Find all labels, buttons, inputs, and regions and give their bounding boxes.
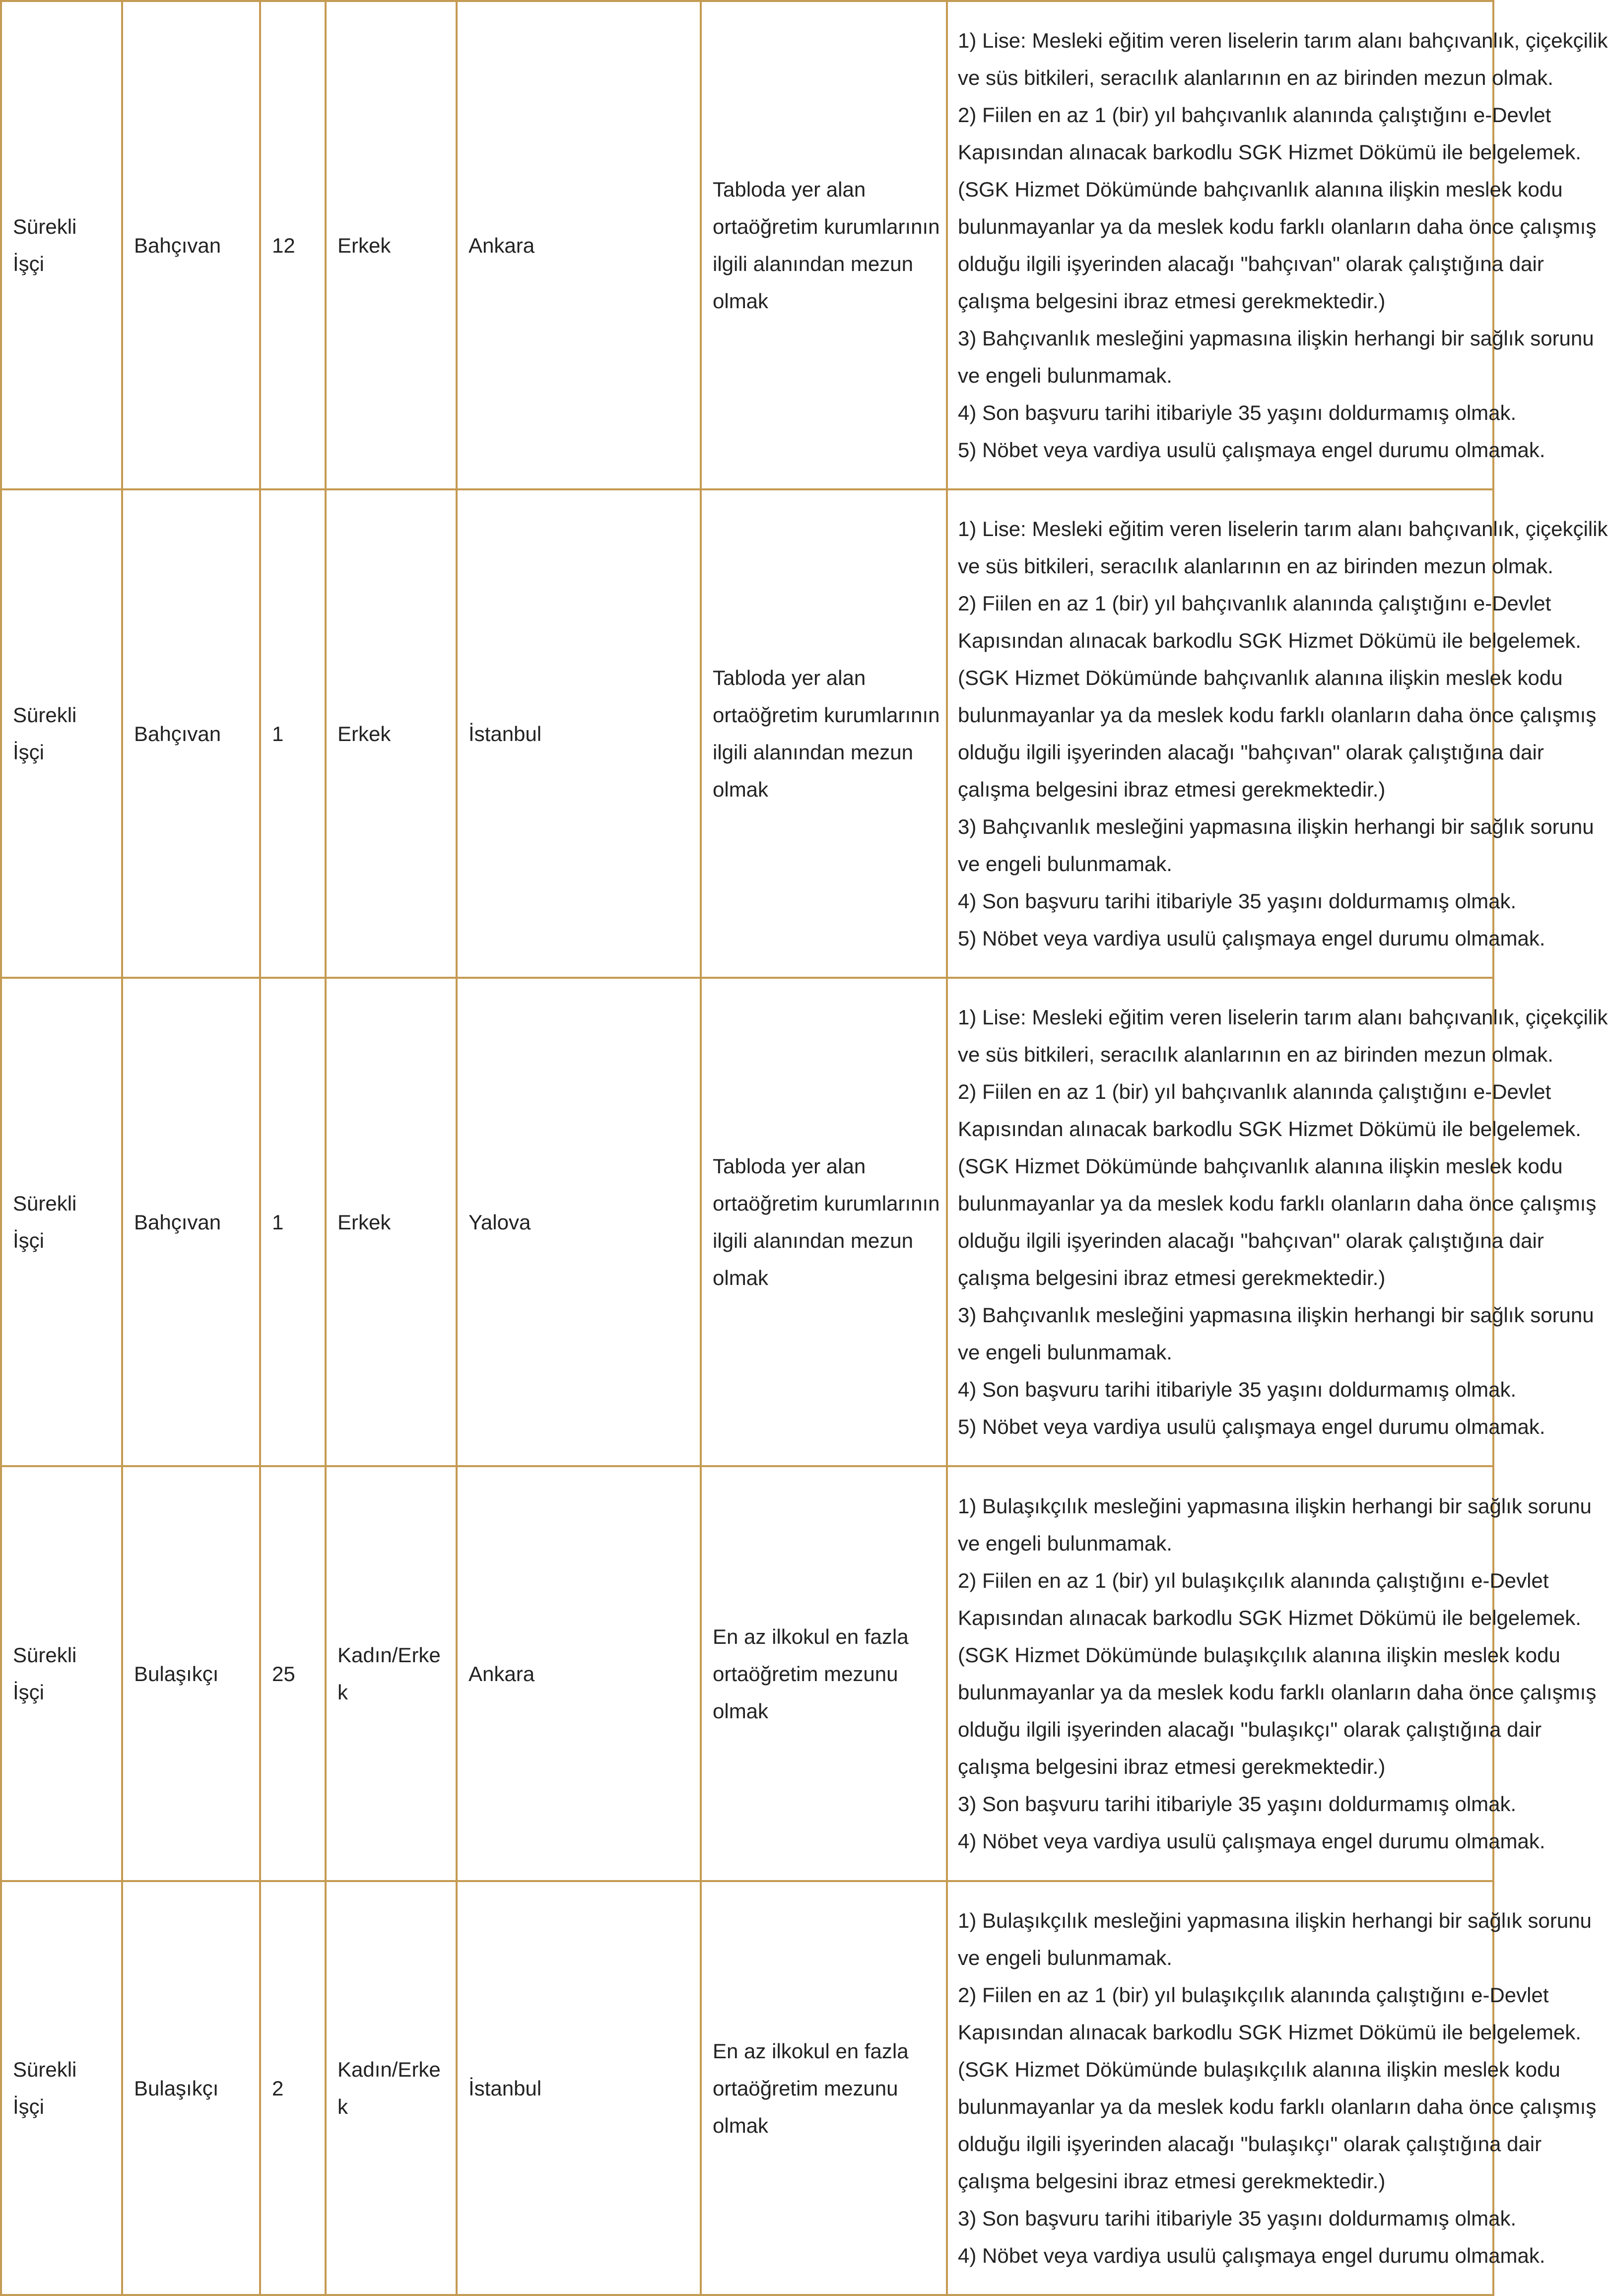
requirement-line: 3) Bahçıvanlık mesleğini yapmasına ilişkin herhangi bir sağlık sorunu <box>958 815 1594 838</box>
cell-requirements <box>947 1881 1597 2295</box>
requirement-line: ve engeli bulunmamak. <box>958 1946 1172 1969</box>
education-line: olmak <box>713 1266 769 1289</box>
cell-staff-type: Sürekli İşçi <box>1 1 122 489</box>
cell-gender: Erkek <box>326 978 457 1466</box>
requirement-line: çalışma belgesini ibraz etmesi gerekmektedir.) <box>958 778 1386 801</box>
requirement-line: (SGK Hizmet Dökümünde bulaşıkçılık alanına ilişkin meslek kodu <box>958 1643 1560 1667</box>
education-line: ortaöğretim kurumlarının <box>713 1192 940 1215</box>
education-line: olmak <box>713 778 769 801</box>
requirement-line: olduğu ilgili işyerinden alacağı "bulaşıkçı" olarak çalıştığına dair <box>958 1718 1542 1741</box>
education-line: ilgili alanından mezun <box>713 1229 913 1252</box>
table-row <box>1 489 1493 978</box>
cell-requirements <box>947 1466 1597 1881</box>
cell-education <box>701 1466 947 1881</box>
table-body <box>1 1 1608 2295</box>
cell-count: 12 <box>260 1 326 489</box>
requirement-line: çalışma belgesini ibraz etmesi gerekmektedir.) <box>958 2169 1386 2193</box>
cell-count: 2 <box>260 1881 326 2295</box>
requirement-line: 4) Son başvuru tarihi itibariyle 35 yaşını doldurmamış olmak. <box>958 1378 1517 1401</box>
education-line: En az ilkokul en fazla <box>713 1624 909 1648</box>
cell-occupation: Bahçıvan <box>122 1 260 489</box>
cell-requirements <box>947 1 1608 489</box>
requirement-line: 2) Fiilen en az 1 (bir) yıl bahçıvanlık alanında çalıştığını e-Devlet <box>958 592 1551 615</box>
requirement-line: ve süs bitkileri, seracılık alanlarının en az birinden mezun olmak. <box>958 554 1553 578</box>
requirement-line: 2) Fiilen en az 1 (bir) yıl bulaşıkçılık alanında çalıştığını e-Devlet <box>958 1983 1549 2007</box>
requirement-line: çalışma belgesini ibraz etmesi gerekmektedir.) <box>958 289 1386 313</box>
table-row <box>1 1 1493 489</box>
cell-education <box>701 978 947 1466</box>
requirement-line: 4) Nöbet veya vardiya usulü çalışmaya engel durumu olmamak. <box>958 1829 1545 1853</box>
education-line: ilgili alanından mezun <box>713 252 913 275</box>
cell-staff-type: Sürekli İşçi <box>1 1881 122 2295</box>
cell-education <box>701 489 947 978</box>
requirement-line: 3) Bahçıvanlık mesleğini yapmasına ilişkin herhangi bir sağlık sorunu <box>958 1303 1594 1327</box>
cell-count: 1 <box>260 489 326 978</box>
requirement-line: 3) Son başvuru tarihi itibariyle 35 yaşını doldurmamış olmak. <box>958 2207 1517 2230</box>
cell-requirements <box>947 489 1608 978</box>
requirement-line: bulunmayanlar ya da meslek kodu farklı olanların daha önce çalışmış <box>958 215 1597 238</box>
cell-count: 25 <box>260 1466 326 1881</box>
cell-province: İstanbul <box>457 1881 701 2295</box>
cell-gender: Erkek <box>326 489 457 978</box>
education-line: ilgili alanından mezun <box>713 741 913 764</box>
requirement-line: (SGK Hizmet Dökümünde bahçıvanlık alanına ilişkin meslek kodu <box>958 178 1563 201</box>
cell-occupation: Bahçıvan <box>122 978 260 1466</box>
requirement-line: (SGK Hizmet Dökümünde bulaşıkçılık alanına ilişkin meslek kodu <box>958 2058 1560 2081</box>
table-row <box>1 978 1493 1466</box>
requirement-line: ve engeli bulunmamak. <box>958 1341 1172 1364</box>
education-line: olmak <box>713 2113 769 2137</box>
requirement-line: ve süs bitkileri, seracılık alanlarının en az birinden mezun olmak. <box>958 66 1553 89</box>
requirement-line: çalışma belgesini ibraz etmesi gerekmektedir.) <box>958 1266 1386 1289</box>
cell-occupation: Bulaşıkçı <box>122 1466 260 1881</box>
requirement-line: çalışma belgesini ibraz etmesi gerekmektedir.) <box>958 1755 1386 1778</box>
requirement-line: ve engeli bulunmamak. <box>958 364 1172 387</box>
requirement-line: 5) Nöbet veya vardiya usulü çalışmaya engel durumu olmamak. <box>958 927 1545 950</box>
cell-occupation: Bahçıvan <box>122 489 260 978</box>
education-line: Tabloda yer alan <box>713 1154 866 1178</box>
requirement-line: 2) Fiilen en az 1 (bir) yıl bulaşıkçılık alanında çalıştığını e-Devlet <box>958 1569 1549 1592</box>
requirement-line: 1) Lise: Mesleki eğitim veren liselerin tarım alanı bahçıvanlık, çiçekçilik <box>958 517 1608 540</box>
requirement-line: 1) Bulaşıkçılık mesleğini yapmasına ilişkin herhangi bir sağlık sorunu <box>958 1494 1592 1518</box>
cell-count: 1 <box>260 978 326 1466</box>
table-row <box>1 1466 1493 1881</box>
cell-province: İstanbul <box>457 489 701 978</box>
cell-requirements <box>947 978 1608 1466</box>
education-line: Tabloda yer alan <box>713 178 866 201</box>
cell-province: Ankara <box>457 1466 701 1881</box>
requirement-line: Kapısından alınacak barkodlu SGK Hizmet Dökümü ile belgelemek. <box>958 2021 1581 2044</box>
requirement-line: Kapısından alınacak barkodlu SGK Hizmet Dökümü ile belgelemek. <box>958 140 1581 164</box>
requirement-line: bulunmayanlar ya da meslek kodu farklı olanların daha önce çalışmış <box>958 1192 1597 1215</box>
education-line: ortaöğretim kurumlarının <box>713 703 940 727</box>
education-line: ortaöğretim kurumlarının <box>713 215 940 238</box>
education-line: ortaöğretim mezunu <box>713 2076 898 2100</box>
requirement-line: olduğu ilgili işyerinden alacağı "bahçıvan" olarak çalıştığına dair <box>958 252 1544 275</box>
requirement-line: olduğu ilgili işyerinden alacağı "bulaşıkçı" olarak çalıştığına dair <box>958 2132 1542 2156</box>
requirement-line: olduğu ilgili işyerinden alacağı "bahçıvan" olarak çalıştığına dair <box>958 741 1544 764</box>
cell-gender: Kadın/Erkek <box>326 1466 457 1881</box>
requirement-line: ve engeli bulunmamak. <box>958 852 1172 876</box>
cell-occupation: Bulaşıkçı <box>122 1881 260 2295</box>
education-line: olmak <box>713 289 769 313</box>
requirement-line: bulunmayanlar ya da meslek kodu farklı olanların daha önce çalışmış <box>958 1681 1597 1704</box>
requirement-line: 2) Fiilen en az 1 (bir) yıl bahçıvanlık alanında çalıştığını e-Devlet <box>958 1080 1551 1103</box>
requirement-line: bulunmayanlar ya da meslek kodu farklı olanların daha önce çalışmış <box>958 2095 1597 2118</box>
cell-education <box>701 1 947 489</box>
education-line: Tabloda yer alan <box>713 666 866 689</box>
cell-staff-type: Sürekli İşçi <box>1 489 122 978</box>
requirement-line: 3) Bahçıvanlık mesleğini yapmasına ilişkin herhangi bir sağlık sorunu <box>958 327 1594 350</box>
cell-staff-type: Sürekli İşçi <box>1 978 122 1466</box>
requirement-line: Kapısından alınacak barkodlu SGK Hizmet Dökümü ile belgelemek. <box>958 1606 1581 1629</box>
table-row <box>1 1881 1493 2295</box>
requirement-line: 5) Nöbet veya vardiya usulü çalışmaya engel durumu olmamak. <box>958 1415 1545 1438</box>
requirement-line: 4) Nöbet veya vardiya usulü çalışmaya engel durumu olmamak. <box>958 2244 1545 2267</box>
requirement-line: bulunmayanlar ya da meslek kodu farklı olanların daha önce çalışmış <box>958 703 1597 727</box>
requirement-line: 1) Lise: Mesleki eğitim veren liselerin tarım alanı bahçıvanlık, çiçekçilik <box>958 1006 1608 1029</box>
requirement-line: Kapısından alınacak barkodlu SGK Hizmet Dökümü ile belgelemek. <box>958 629 1581 652</box>
education-line: ortaöğretim mezunu <box>713 1662 898 1686</box>
requirement-line: ve süs bitkileri, seracılık alanlarının en az birinden mezun olmak. <box>958 1043 1553 1066</box>
requirement-line: ve engeli bulunmamak. <box>958 1532 1172 1555</box>
requirement-line: 1) Bulaşıkçılık mesleğini yapmasına ilişkin herhangi bir sağlık sorunu <box>958 1909 1592 1932</box>
requirement-line: 2) Fiilen en az 1 (bir) yıl bahçıvanlık alanında çalıştığını e-Devlet <box>958 103 1551 127</box>
requirement-line: 3) Son başvuru tarihi itibariyle 35 yaşını doldurmamış olmak. <box>958 1792 1517 1816</box>
requirement-line: 5) Nöbet veya vardiya usulü çalışmaya engel durumu olmamak. <box>958 438 1545 462</box>
requirement-line: 1) Lise: Mesleki eğitim veren liselerin tarım alanı bahçıvanlık, çiçekçilik <box>958 29 1608 52</box>
education-line: olmak <box>713 1699 769 1723</box>
requirement-line: 4) Son başvuru tarihi itibariyle 35 yaşını doldurmamış olmak. <box>958 889 1517 913</box>
cell-province: Ankara <box>457 1 701 489</box>
cell-gender: Erkek <box>326 1 457 489</box>
cell-gender: Kadın/Erkek <box>326 1881 457 2295</box>
education-line: En az ilkokul en fazla <box>713 2039 909 2063</box>
requirement-line: Kapısından alınacak barkodlu SGK Hizmet Dökümü ile belgelemek. <box>958 1117 1581 1141</box>
requirement-line: olduğu ilgili işyerinden alacağı "bahçıvan" olarak çalıştığına dair <box>958 1229 1544 1252</box>
requirement-line: (SGK Hizmet Dökümünde bahçıvanlık alanına ilişkin meslek kodu <box>958 1154 1563 1178</box>
cell-staff-type: Sürekli İşçi <box>1 1466 122 1881</box>
requirement-line: 4) Son başvuru tarihi itibariyle 35 yaşını doldurmamış olmak. <box>958 401 1517 424</box>
requirement-line: (SGK Hizmet Dökümünde bahçıvanlık alanına ilişkin meslek kodu <box>958 666 1563 689</box>
cell-education <box>701 1881 947 2295</box>
cell-province: Yalova <box>457 978 701 1466</box>
